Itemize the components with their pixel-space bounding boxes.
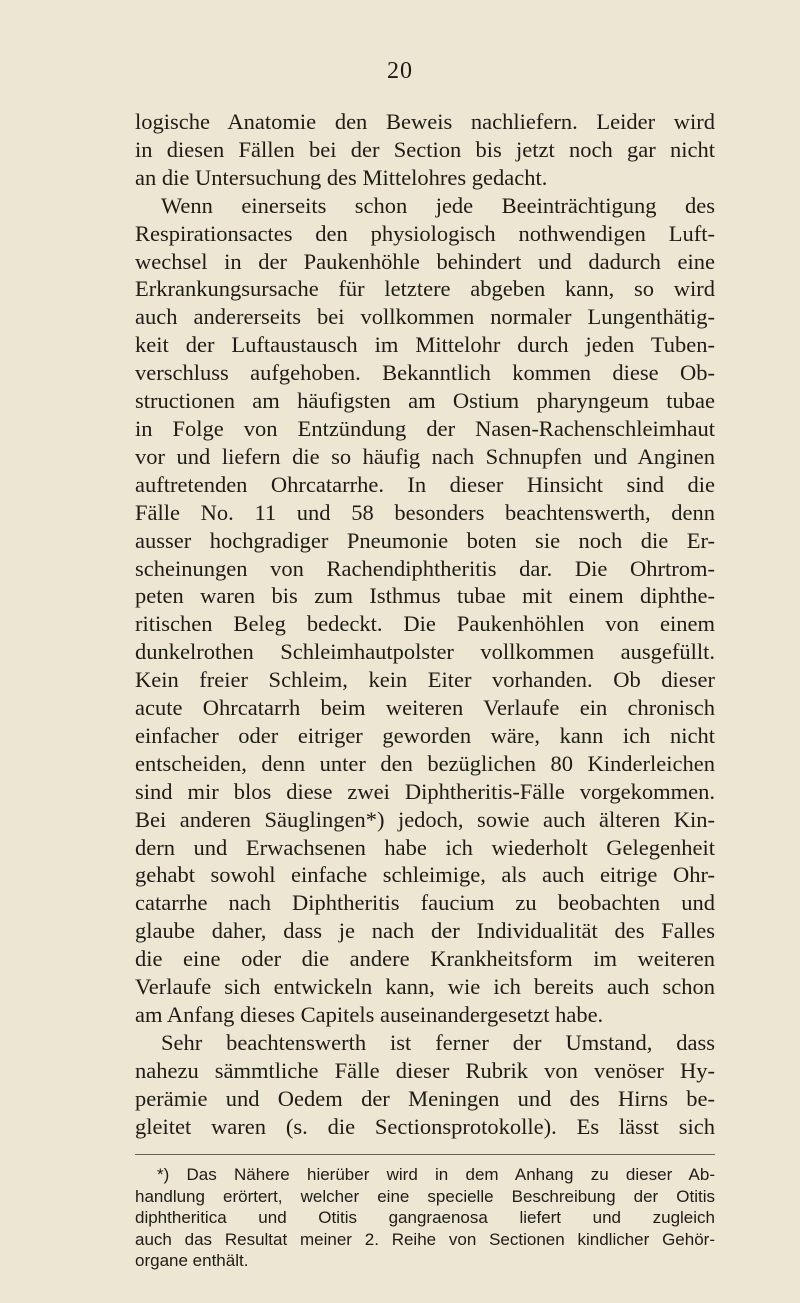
text-line: an die Untersuchung des Mittelohres gedacht. bbox=[135, 164, 548, 190]
footnote-line: handlung erörtert, welcher eine specielle Beschreibung der Otitis bbox=[135, 1186, 715, 1206]
text-line: Wenn einerseits schon jede Beeinträchtigung des bbox=[161, 192, 715, 218]
text-line: am Anfang dieses Capitels auseinandergesetzt habe. bbox=[135, 1002, 604, 1027]
text-line: structionen am häufigsten am Ostium pharyngeum tubae bbox=[135, 388, 715, 414]
text-line: in diesen Fällen bei der Section bis jetzt noch gar nicht bbox=[135, 136, 715, 162]
page-number: 20 bbox=[387, 58, 413, 84]
text-line: sind mir blos diese zwei Diphtheritis-Fälle vorgekommen. bbox=[135, 778, 715, 804]
text-line: dunkelrothen Schleimhautpolster vollkommen ausgefüllt. bbox=[135, 639, 715, 665]
text-line: verschluss aufgehoben. Bekanntlich kommen diese Ob- bbox=[135, 360, 715, 386]
text-line: peten waren bis zum Isthmus tubae mit einem diphthe- bbox=[135, 583, 715, 609]
text-line: gehabt sowohl einfache schleimige, als auch eitrige Ohr- bbox=[135, 862, 715, 888]
text-line: entscheiden, denn unter den bezüglichen 80 Kinderleichen bbox=[135, 750, 715, 776]
footnote bbox=[135, 1164, 715, 1272]
text-line: Fälle No. 11 und 58 besonders beachtenswerth, denn bbox=[135, 499, 715, 525]
text-line: die eine oder die andere Krankheitsform im weiteren bbox=[135, 946, 715, 972]
text-line: vor und liefern die so häufig nach Schnupfen und Anginen bbox=[135, 443, 715, 469]
text-line: auftretenden Ohrcatarrhe. In dieser Hinsicht sind die bbox=[135, 471, 715, 497]
text-line: nahezu sämmtliche Fälle dieser Rubrik von venöser Hy- bbox=[135, 1057, 715, 1083]
text-line: einfacher oder eitriger geworden wäre, kann ich nicht bbox=[135, 722, 715, 748]
text-line: Erkrankungsursache für letztere abgeben kann, so wird bbox=[135, 276, 715, 302]
text-line: in Folge von Entzündung der Nasen-Rachenschleimhaut bbox=[135, 415, 715, 441]
text-line: wechsel in der Paukenhöhle behindert und dadurch eine bbox=[135, 248, 715, 274]
text-line: dern und Erwachsenen habe ich wiederholt Gelegenheit bbox=[135, 834, 715, 860]
footnote-line: organe enthält. bbox=[135, 1251, 249, 1271]
text-line: catarrhe nach Diphtheritis faucium zu beobachten und bbox=[135, 890, 715, 916]
text-line: acute Ohrcatarrh beim weiteren Verlaufe ein chronisch bbox=[135, 695, 715, 721]
text-line: Verlaufe sich entwickeln kann, wie ich bereits auch schon bbox=[135, 974, 715, 1000]
footnote-divider bbox=[135, 1154, 715, 1155]
text-line: Bei anderen Säuglingen*) jedoch, sowie auch älteren Kin- bbox=[135, 806, 715, 832]
text-line: gleitet waren (s. die Sectionsprotokolle). Es lässt sich bbox=[135, 1113, 715, 1139]
text-line: Sehr beachtenswerth ist ferner der Umstand, dass bbox=[161, 1029, 715, 1055]
text-line: scheinungen von Rachendiphtheritis dar. Die Ohrtrom- bbox=[135, 555, 715, 581]
footnote-line: auch das Resultat meiner 2. Reihe von Sectionen kindlicher Gehör- bbox=[135, 1229, 715, 1249]
text-line: Kein freier Schleim, kein Eiter vorhanden. Ob dieser bbox=[135, 667, 715, 693]
text-line: ritischen Beleg bedeckt. Die Paukenhöhlen von einem bbox=[135, 611, 715, 637]
footnote-line: diphtheritica und Otitis gangraenosa liefert und zugleich bbox=[135, 1208, 715, 1228]
text-line: Respirationsactes den physiologisch nothwendigen Luft- bbox=[135, 220, 715, 246]
text-line: auch andererseits bei vollkommen normaler Lungenthätig- bbox=[135, 304, 715, 330]
body-text bbox=[135, 108, 715, 1141]
text-line: glaube daher, dass je nach der Individualität des Falles bbox=[135, 918, 715, 944]
text-line: keit der Luftaustausch im Mittelohr durch jeden Tuben- bbox=[135, 332, 715, 358]
footnote-line: *) Das Nähere hierüber wird in dem Anhang zu dieser Ab- bbox=[157, 1165, 715, 1184]
text-line: ausser hochgradiger Pneumonie boten sie noch die Er- bbox=[135, 527, 715, 553]
text-line: logische Anatomie den Beweis nachliefern. Leider wird bbox=[135, 109, 715, 134]
text-line: perämie und Oedem der Meningen und des Hirns be- bbox=[135, 1085, 715, 1111]
